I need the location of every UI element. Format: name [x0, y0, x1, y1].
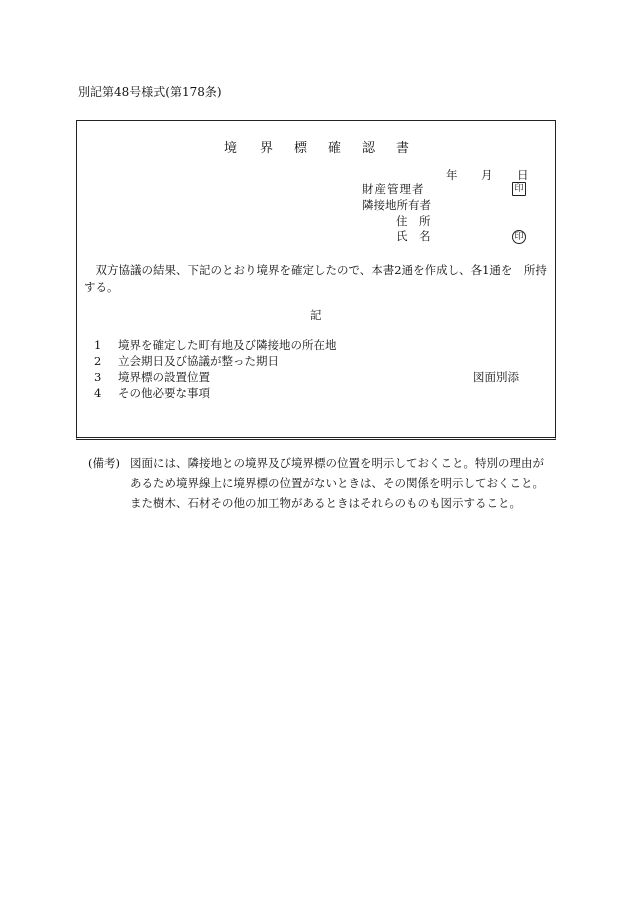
title-char: 境: [224, 141, 238, 156]
list-item: [94, 369, 210, 385]
list-item: [94, 353, 279, 369]
list-item: [94, 337, 337, 353]
adjacent-owner-label: 隣接地所有者: [362, 198, 431, 212]
item-text: その他必要な事項: [118, 386, 210, 400]
date-year: 年: [446, 168, 458, 182]
item-text: 境界標の設置位置: [118, 370, 210, 384]
title-char: 標: [294, 141, 308, 156]
list-item: [94, 385, 210, 401]
name-label: 氏 名: [396, 229, 431, 243]
title-char: 書: [396, 141, 410, 156]
item-number: 3: [94, 370, 102, 384]
ki-heading: 記: [310, 308, 322, 322]
item-text: 境界を確定した町有地及び隣接地の所在地: [118, 338, 337, 352]
title-char: 界: [260, 141, 274, 156]
seal-square: [512, 180, 526, 196]
date-day: 日: [517, 168, 529, 182]
title-char: 認: [362, 141, 376, 156]
item-note: 図面別添: [473, 370, 519, 384]
seal-circle: [512, 228, 526, 244]
property-manager-label: 財産管理者: [362, 182, 425, 196]
item-number: 1: [94, 338, 102, 352]
item-number: 2: [94, 354, 102, 368]
item-number: 4: [94, 386, 102, 400]
title-char: 確: [328, 141, 342, 156]
form-header: 別記第48号様式(第178条): [78, 85, 222, 99]
date-month: 月: [481, 168, 493, 182]
item-text: 立会期日及び協議が整った期日: [118, 354, 279, 368]
remarks-label: (備考): [88, 456, 120, 470]
seal-icon: 印: [512, 230, 526, 244]
seal-icon: 印: [512, 182, 526, 196]
address-label: 住 所: [396, 214, 431, 228]
remarks-text: 図面には、隣接地との境界及び境界標の位置を明示しておくこと。特別の理由があるため境界線上に境界標の位置がないときは、その関係を明示しておくこと。また樹木、石材その他の加工物があるときはそれらのものも図示すること。: [130, 456, 544, 510]
body-text: 双方協議の結果、下記のとおり境界を確定したので、本書2通を作成し、各1通を 所持する。: [84, 263, 547, 294]
